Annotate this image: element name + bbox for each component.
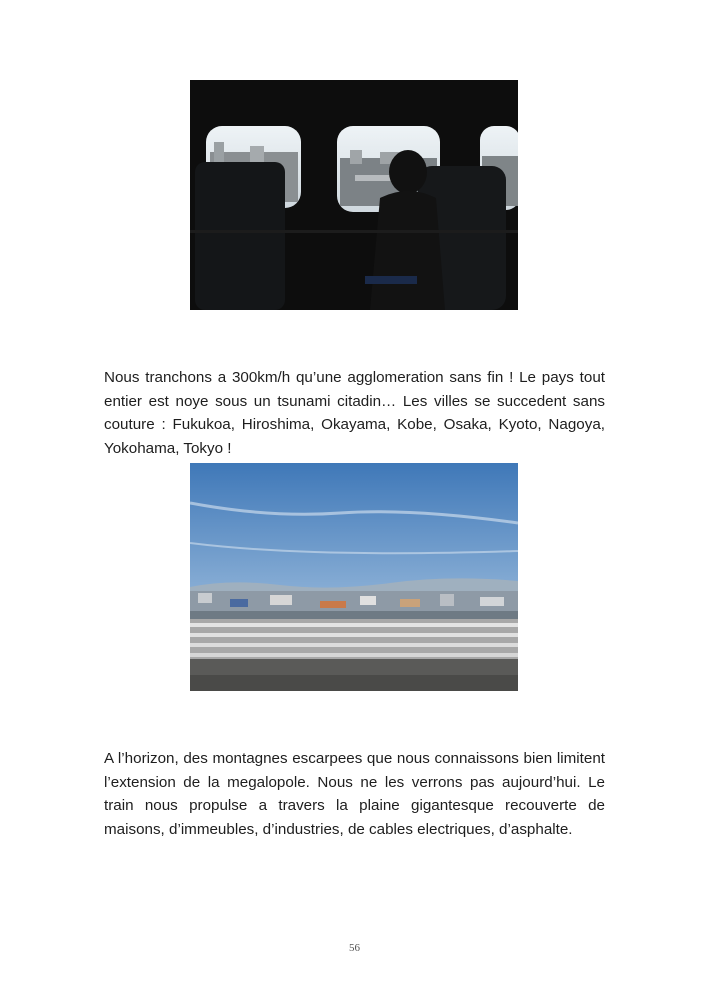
train-window-photo	[190, 80, 518, 310]
cityscape-photo	[190, 463, 518, 691]
page-number: 56	[349, 942, 360, 954]
paragraph-2: A l’horizon, des montagnes escarpees que nous connaissons bien limitent l’extension de la megalopole. Nous ne les verrons pas aujourd’hui. Le train nous propulse a travers la plaine gigantesque recouverte de maisons, d’immeubles, d’industries, de cables electriques, d’asphalte.	[104, 750, 605, 838]
paragraph-1: Nous tranchons a 300km/h qu’une agglomeration sans fin ! Le pays tout entier est noye sous un tsunami citadin… Les villes se succedent sans couture : Fukukoa, Hiroshima, Okayama, Kobe, Osaka, Kyoto, Nagoya, Yokohama, Tokyo !	[104, 369, 605, 457]
